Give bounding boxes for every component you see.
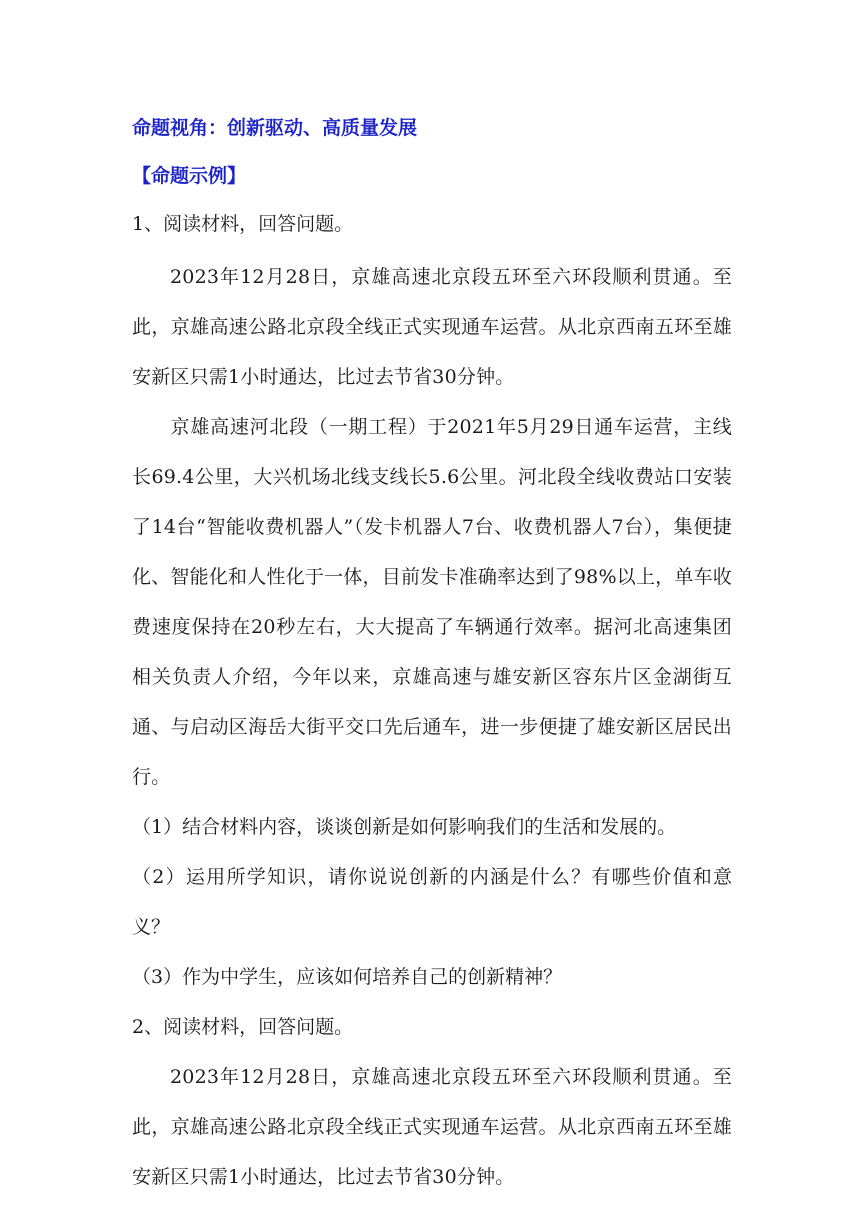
- question-1-material-paragraph-2-text: 京雄高速河北段（一期工程）于2021年5月29日通车运营，主线长69.4公里，大兴机场北线支线长5.6公里。河北段全线收费站口安装了14台“智能收费机器人”（发卡机器人7台、收费机器人7台），集便捷化、智能化和人性化于一体，目前发卡准确率达到了98%以上，单车收费速度保持在20秒左右，大大提高了车辆通行效率。据河北高速集团相关负责人介绍，今年以来，京雄高速与雄安新区容东片区金湖街互通、与启动区海岳大街平交口先后通车，进一步便捷了雄安新区居民出行。: [132, 416, 732, 788]
- document-content: [132, 110, 732, 1202]
- question-1-subquestion-1: （1）结合材料内容，谈谈创新是如何影响我们的生活和发展的。: [132, 816, 677, 838]
- question-1-subquestion-3: （3）作为中学生，应该如何培养自己的创新精神？: [132, 966, 563, 988]
- question-1-subquestion-2: （2）运用所学知识，请你说说创新的内涵是什么？有哪些价值和意义？: [132, 866, 732, 938]
- question-1-material-paragraph-2: [132, 402, 732, 802]
- question-1-material-paragraph-1-text: 2023年12月28日，京雄高速北京段五环至六环段顺利贯通。至此，京雄高速公路北京段全线正式实现通车运营。从北京西南五环至雄安新区只需1小时通达，比过去节省30分钟。: [132, 266, 732, 388]
- question-1-material-paragraph-1: [132, 252, 732, 402]
- question-2-material-paragraph-1-text: 2023年12月28日，京雄高速北京段五环至六环段顺利贯通。至此，京雄高速公路北京段全线正式实现通车运营。从北京西南五环至雄安新区只需1小时通达，比过去节省30分钟。: [132, 1066, 732, 1188]
- question-1-title: 1、阅读材料，回答问题。: [132, 213, 354, 235]
- question-2-title: 2、阅读材料，回答问题。: [132, 1016, 354, 1038]
- question-2-material-paragraph-1: [132, 1052, 732, 1202]
- example-heading: 【命题示例】: [132, 165, 247, 187]
- topic-heading: 命题视角：创新驱动、高质量发展: [132, 117, 418, 139]
